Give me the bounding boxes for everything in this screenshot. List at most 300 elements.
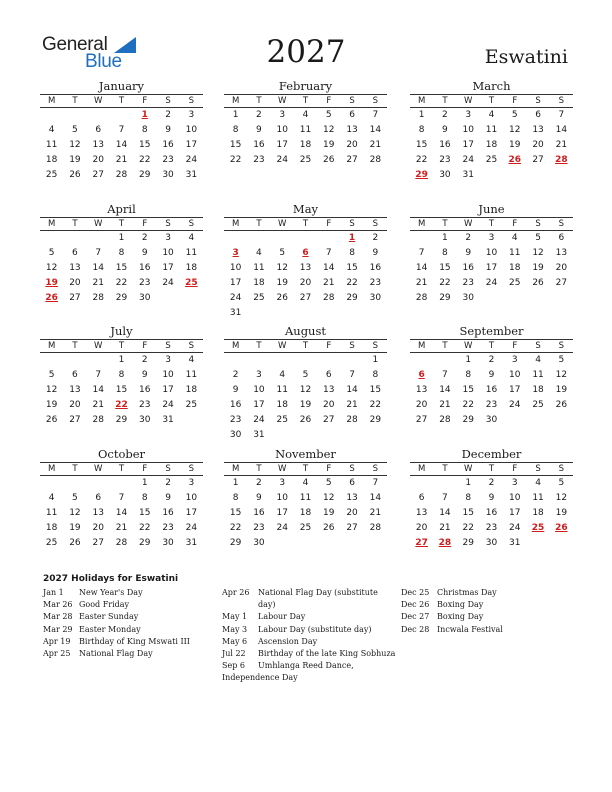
calendar-day: 21 [415, 278, 428, 288]
calendar-day: 26 [555, 400, 568, 410]
calendar-day: 29 [139, 170, 151, 180]
calendar-day: 2 [372, 233, 379, 243]
calendar-day: 18 [45, 523, 58, 533]
calendar-day: 27 [323, 415, 335, 425]
holiday-name: Umhlanga Reed Dance, [258, 661, 354, 671]
holidays-title: 2027 Holidays for Eswatini [43, 574, 179, 584]
holiday-row [43, 599, 218, 611]
weekday-header: S [526, 462, 549, 476]
calendar-day: 10 [253, 385, 265, 395]
calendar-day: 19 [276, 278, 288, 288]
empty-day [110, 108, 133, 123]
holiday-day: 28 [438, 538, 452, 548]
holiday-date: May 6 [222, 636, 248, 646]
calendar-day: 2 [232, 370, 239, 380]
holiday-name: Labour Day [258, 612, 306, 622]
calendar-day: 11 [509, 248, 521, 258]
calendar-day: 3 [165, 355, 171, 365]
month-june [410, 202, 573, 306]
holiday-row [43, 648, 218, 660]
calendar-day: 8 [118, 248, 125, 258]
calendar-day: 18 [485, 140, 498, 150]
empty-day [87, 108, 110, 123]
calendar-day: 26 [323, 155, 335, 165]
calendar-day: 28 [369, 155, 382, 165]
calendar-day: 15 [115, 385, 128, 395]
calendar-day: 18 [299, 508, 312, 518]
calendar-day: 28 [439, 415, 451, 425]
holiday-date: Dec 27 [401, 612, 430, 622]
calendar-day: 12 [509, 125, 521, 135]
calendar-day: 5 [325, 110, 332, 120]
weekday-header: T [294, 462, 317, 476]
calendar-day: 9 [256, 493, 262, 503]
calendar-day: 10 [485, 248, 498, 258]
month-february [224, 79, 387, 168]
empty-day [433, 353, 456, 368]
calendar-day: 6 [418, 493, 425, 503]
empty-day [110, 476, 133, 491]
calendar-day: 2 [442, 110, 448, 120]
weekday-header: M [224, 339, 247, 353]
weekday-header: M [40, 94, 63, 108]
calendar-day: 19 [509, 140, 521, 150]
calendar-day: 15 [346, 263, 358, 273]
calendar-day: 15 [439, 263, 451, 273]
weekday-header: T [63, 462, 86, 476]
weekday-header: S [550, 94, 573, 108]
empty-day [63, 231, 86, 246]
calendar-day: 14 [555, 125, 568, 135]
holiday-name: National Flag Day (substitute day) [258, 588, 378, 610]
weekday-header: W [87, 339, 110, 353]
calendar-day: 5 [72, 493, 78, 503]
calendar-day: 14 [92, 385, 104, 395]
calendar-day: 20 [92, 155, 104, 165]
calendar-day: 24 [253, 415, 265, 425]
calendar-day: 15 [229, 508, 242, 518]
holiday-day: 26 [555, 523, 568, 533]
weekday-header: F [133, 217, 156, 231]
calendar-day: 4 [256, 248, 262, 258]
calendar-day: 26 [45, 415, 58, 425]
calendar-day: 16 [253, 140, 265, 150]
holiday-day: 6 [302, 248, 309, 258]
calendar-day: 3 [279, 478, 286, 488]
calendar-day: 13 [415, 508, 428, 518]
calendar-day: 4 [302, 478, 309, 488]
calendar-day: 28 [323, 293, 335, 303]
calendar-day: 5 [48, 370, 55, 380]
calendar-day: 13 [555, 248, 568, 258]
calendar-day: 4 [188, 355, 195, 365]
calendar-day: 27 [92, 170, 104, 180]
calendar-day: 17 [509, 385, 521, 395]
calendar-day: 10 [162, 248, 174, 258]
calendar-day: 21 [369, 140, 382, 150]
calendar-day: 3 [188, 478, 195, 488]
calendar-day: 18 [45, 155, 58, 165]
holiday-name-continued: Independence Day [222, 673, 298, 683]
weekday-header: T [110, 462, 133, 476]
weekday-header: S [340, 217, 363, 231]
weekday-header: M [224, 94, 247, 108]
calendar-day: 5 [325, 478, 332, 488]
calendar-day: 31 [162, 415, 174, 425]
weekday-header: W [457, 462, 480, 476]
calendar-day: 13 [346, 493, 358, 503]
weekday-header: S [180, 462, 203, 476]
weekday-header: W [457, 94, 480, 108]
holiday-name: Boxing Day [437, 612, 484, 622]
calendar-day: 6 [72, 248, 78, 258]
calendar-day: 23 [485, 523, 498, 533]
weekday-header: F [317, 339, 340, 353]
calendar-day: 14 [439, 385, 451, 395]
weekday-header: S [340, 339, 363, 353]
calendar-day: 20 [532, 140, 544, 150]
calendar-day: 4 [48, 493, 55, 503]
holiday-day: 3 [232, 248, 239, 258]
calendar-day: 23 [162, 523, 174, 533]
calendar-day: 29 [369, 415, 382, 425]
calendar-day: 17 [509, 508, 521, 518]
calendar-day: 14 [415, 263, 428, 273]
empty-day [224, 231, 247, 246]
calendar-day: 4 [48, 125, 55, 135]
calendar-day: 24 [509, 400, 521, 410]
calendar-day: 13 [69, 263, 81, 273]
calendar-day: 8 [232, 125, 239, 135]
calendar-day: 4 [511, 233, 518, 243]
month-december [410, 447, 573, 551]
calendar-day: 28 [92, 293, 104, 303]
weekday-header: T [294, 217, 317, 231]
weekday-header: S [156, 94, 179, 108]
calendar-day: 12 [69, 508, 81, 518]
holiday-column [401, 587, 576, 636]
calendar-day: 25 [299, 523, 312, 533]
weekday-header: W [87, 217, 110, 231]
calendar-day: 22 [139, 155, 151, 165]
calendar-day: 7 [349, 370, 355, 380]
holiday-date: Jan 1 [43, 588, 64, 597]
month-march [410, 79, 573, 183]
month-name: February [278, 79, 333, 93]
holiday-day: 6 [418, 370, 425, 380]
calendar-day: 3 [488, 233, 495, 243]
holiday-day: 28 [555, 155, 568, 165]
calendar-day: 2 [256, 110, 262, 120]
calendar-day: 18 [299, 140, 312, 150]
calendar-day: 7 [325, 248, 332, 258]
calendar-day: 10 [276, 493, 288, 503]
empty-day [40, 231, 63, 246]
holiday-row [43, 636, 218, 648]
calendar-day: 6 [72, 370, 78, 380]
weekday-header: S [550, 217, 573, 231]
weekday-header: S [340, 462, 363, 476]
calendar-day: 9 [256, 125, 262, 135]
calendar-day: 19 [323, 140, 335, 150]
calendar-day: 9 [488, 493, 495, 503]
calendar-day: 23 [229, 415, 242, 425]
calendar-day: 21 [346, 400, 358, 410]
holiday-row [43, 611, 218, 623]
weekday-header: T [433, 339, 456, 353]
weekday-header: F [133, 94, 156, 108]
calendar-day: 31 [229, 308, 242, 318]
calendar-day: 11 [185, 370, 198, 380]
calendar-day: 20 [415, 400, 428, 410]
calendar-day: 29 [462, 415, 474, 425]
calendar-day: 17 [162, 385, 174, 395]
calendar-day: 21 [92, 278, 104, 288]
weekday-header: S [550, 462, 573, 476]
calendar-day: 25 [509, 278, 521, 288]
calendar-day: 19 [555, 508, 568, 518]
calendar-day: 18 [532, 385, 544, 395]
calendar-day: 29 [346, 293, 358, 303]
calendar-day: 24 [162, 278, 174, 288]
calendar-day: 19 [532, 263, 544, 273]
calendar-day: 19 [555, 385, 568, 395]
holiday-day: 22 [115, 400, 128, 410]
calendar-day: 19 [323, 508, 335, 518]
calendar-day: 3 [511, 478, 518, 488]
calendar-day: 14 [323, 263, 335, 273]
month-name: December [461, 447, 522, 461]
calendar-day: 27 [555, 278, 568, 288]
weekday-header: W [271, 462, 294, 476]
weekday-header: F [503, 217, 526, 231]
calendar-day: 28 [369, 523, 382, 533]
calendar-day: 18 [185, 263, 198, 273]
calendar-day: 26 [69, 538, 81, 548]
weekday-header: T [110, 94, 133, 108]
calendar-day: 9 [165, 125, 171, 135]
weekday-header: M [224, 217, 247, 231]
calendar-day: 20 [415, 523, 428, 533]
calendar-day: 14 [369, 493, 382, 503]
holiday-column [222, 587, 397, 685]
calendar-day: 25 [253, 293, 265, 303]
weekday-header: M [40, 217, 63, 231]
holiday-row [401, 624, 576, 636]
holiday-row [43, 624, 218, 636]
country-name: Eswatini [484, 46, 568, 68]
calendar-day: 27 [299, 293, 312, 303]
calendar-day: 4 [535, 478, 541, 488]
calendar-day: 24 [276, 523, 288, 533]
calendar-day: 27 [69, 415, 81, 425]
weekday-header: T [433, 462, 456, 476]
empty-day [410, 231, 433, 246]
empty-day [340, 353, 363, 368]
calendar-day: 10 [185, 493, 198, 503]
calendar-day: 17 [276, 140, 288, 150]
weekday-header: W [271, 94, 294, 108]
calendar-day: 27 [415, 415, 428, 425]
calendar-day: 30 [162, 538, 174, 548]
calendar-day: 8 [465, 493, 472, 503]
calendar-day: 16 [462, 263, 474, 273]
calendar-day: 8 [442, 248, 448, 258]
calendar-day: 7 [372, 110, 379, 120]
weekday-header: S [550, 339, 573, 353]
month-name: September [459, 324, 524, 338]
holiday-name: Incwala Festival [437, 624, 503, 634]
calendar-day: 10 [509, 370, 521, 380]
calendar-day: 29 [115, 415, 128, 425]
holiday-name: Ascension Day [258, 636, 318, 646]
calendar-day: 29 [462, 538, 474, 548]
calendar-day: 22 [139, 523, 151, 533]
month-name: May [292, 202, 319, 216]
calendar-day: 5 [302, 370, 309, 380]
calendar-day: 26 [276, 293, 288, 303]
month-october [40, 447, 203, 551]
calendar-day: 22 [115, 278, 128, 288]
calendar-day: 23 [139, 400, 151, 410]
calendar-day: 7 [118, 493, 125, 503]
holiday-day: 25 [185, 278, 198, 288]
calendar-day: 4 [188, 233, 195, 243]
calendar-day: 18 [253, 278, 265, 288]
calendar-day: 6 [349, 110, 355, 120]
calendar-day: 22 [346, 278, 358, 288]
calendar-day: 9 [141, 370, 148, 380]
weekday-header: T [63, 217, 86, 231]
calendar-day: 11 [276, 385, 288, 395]
calendar-day: 16 [253, 508, 265, 518]
weekday-header: S [156, 217, 179, 231]
holiday-day: 27 [415, 538, 428, 548]
calendar-day: 3 [279, 110, 286, 120]
calendar-day: 7 [95, 248, 102, 258]
calendar-day: 7 [372, 478, 379, 488]
calendar-day: 15 [229, 140, 242, 150]
empty-day [224, 353, 247, 368]
calendar-day: 12 [555, 370, 568, 380]
calendar-day: 7 [95, 370, 102, 380]
weekday-header: M [224, 462, 247, 476]
month-april [40, 202, 203, 306]
month-name: August [284, 324, 326, 338]
calendar-day: 31 [509, 538, 521, 548]
calendar-day: 20 [69, 400, 81, 410]
weekday-header: M [410, 217, 433, 231]
calendar-day: 9 [165, 493, 171, 503]
weekday-header: S [526, 339, 549, 353]
calendar-day: 27 [92, 538, 104, 548]
weekday-header: T [480, 94, 503, 108]
weekday-header: F [317, 462, 340, 476]
calendar-day: 11 [45, 140, 58, 150]
calendar-day: 11 [299, 125, 312, 135]
calendar-day: 30 [253, 538, 265, 548]
calendar-day: 24 [485, 278, 498, 288]
calendar-day: 29 [115, 293, 128, 303]
weekday-header: S [340, 94, 363, 108]
weekday-header: F [503, 94, 526, 108]
calendar-day: 13 [532, 125, 544, 135]
calendar-day: 2 [256, 478, 262, 488]
calendar-day: 1 [118, 355, 125, 365]
weekday-header: T [294, 339, 317, 353]
weekday-header: F [503, 339, 526, 353]
calendar-day: 14 [92, 263, 104, 273]
calendar-day: 11 [45, 508, 58, 518]
calendar-day: 16 [485, 508, 498, 518]
calendar-day: 16 [139, 385, 151, 395]
calendar-day: 4 [488, 110, 495, 120]
calendar-day: 20 [69, 278, 81, 288]
calendar-day: 25 [299, 155, 312, 165]
empty-day [271, 231, 294, 246]
holiday-row [43, 587, 218, 599]
calendar-day: 21 [555, 140, 568, 150]
holiday-name: National Flag Day [79, 649, 153, 659]
weekday-header: W [87, 462, 110, 476]
holiday-date: May 1 [222, 612, 248, 622]
holiday-date: May 3 [222, 624, 248, 634]
calendar-day: 6 [95, 493, 102, 503]
calendar-day: 23 [253, 155, 265, 165]
calendar-day: 1 [418, 110, 425, 120]
calendar-day: 10 [162, 370, 174, 380]
weekday-header: W [271, 217, 294, 231]
calendar-day: 29 [439, 293, 451, 303]
calendar-day: 22 [229, 155, 242, 165]
month-july [40, 324, 203, 428]
calendar-day: 20 [346, 508, 358, 518]
calendar-day: 27 [69, 293, 81, 303]
calendar-day: 17 [462, 140, 474, 150]
holiday-date: Mar 26 [43, 600, 73, 610]
calendar-day: 7 [442, 370, 448, 380]
calendar-day: 19 [299, 400, 312, 410]
calendar-day: 7 [558, 110, 565, 120]
holiday-name: Good Friday [79, 600, 130, 610]
holiday-date: Apr 19 [43, 636, 71, 646]
calendar-day: 22 [229, 523, 242, 533]
calendar-day: 23 [162, 155, 174, 165]
holiday-date: Dec 25 [401, 588, 430, 597]
empty-day [40, 108, 63, 123]
calendar-day: 5 [558, 355, 565, 365]
calendar-day: 13 [69, 385, 81, 395]
weekday-header: T [247, 217, 270, 231]
weekday-header: F [317, 94, 340, 108]
calendar-day: 1 [118, 233, 125, 243]
month-name: April [107, 202, 136, 216]
empty-day [63, 476, 86, 491]
calendar-day: 6 [558, 233, 565, 243]
calendar-day: 7 [442, 493, 448, 503]
calendar-day: 2 [165, 110, 171, 120]
weekday-header: S [526, 217, 549, 231]
month-name: June [478, 202, 505, 216]
calendar-day: 16 [439, 140, 451, 150]
calendar-day: 11 [532, 493, 544, 503]
weekday-header: M [40, 462, 63, 476]
calendar-day: 21 [115, 523, 128, 533]
calendar-day: 20 [555, 263, 568, 273]
calendar-day: 3 [256, 370, 262, 380]
empty-day [294, 353, 317, 368]
calendar-day: 6 [349, 478, 355, 488]
